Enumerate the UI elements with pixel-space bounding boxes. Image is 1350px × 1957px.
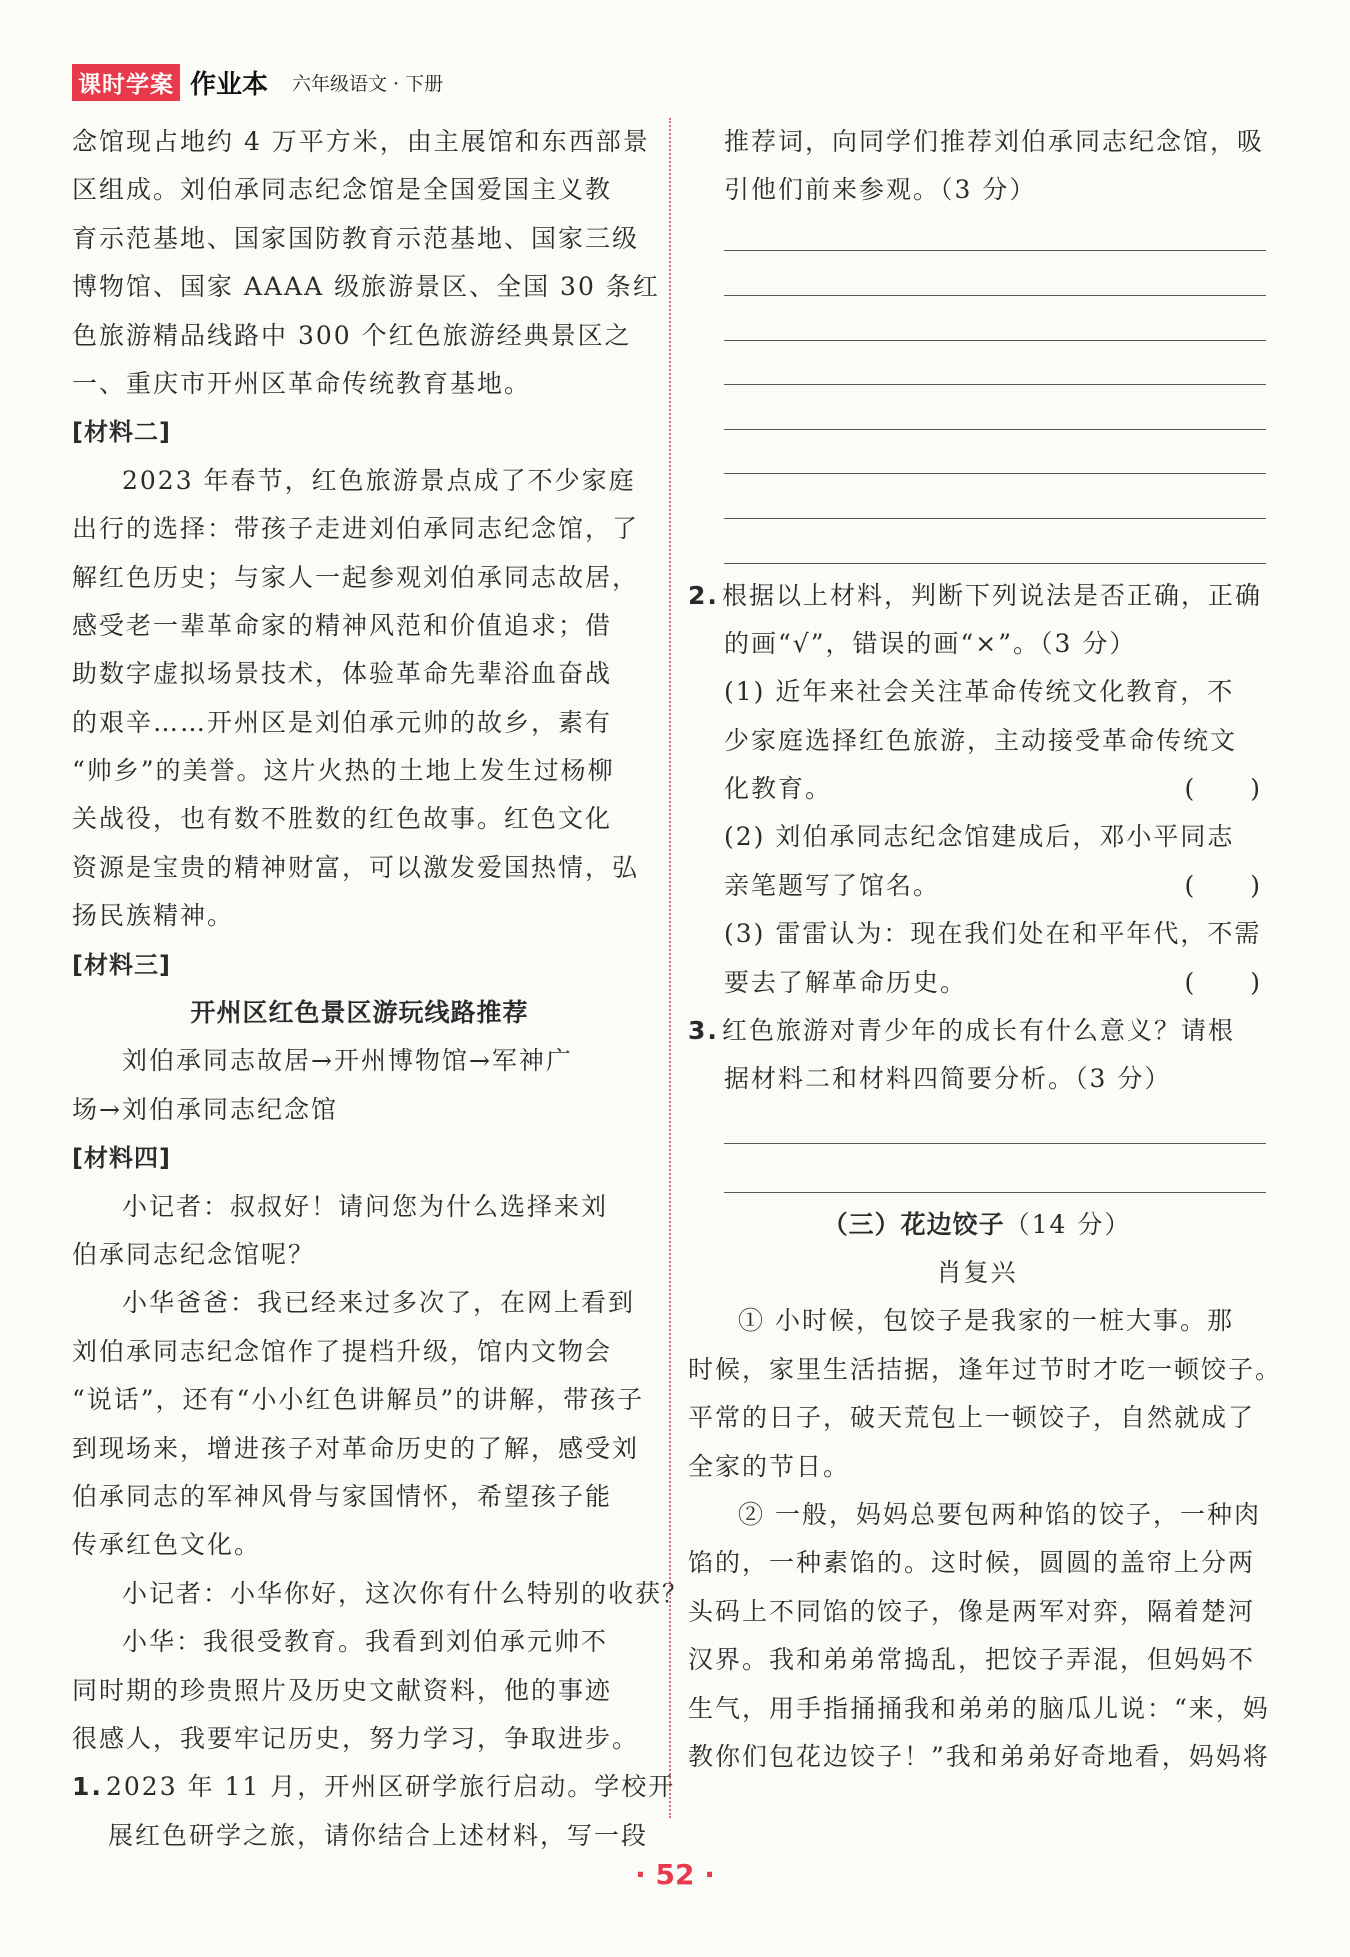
story-text — [688, 1297, 1283, 1781]
question-2-text-1: 根据以上材料，判断下列说法是否正确，正确 — [722, 580, 1263, 610]
question-1-text-1: 2023 年 11 月，开州区研学旅行启动。学校开 — [106, 1772, 676, 1802]
right-column — [688, 118, 1283, 1781]
judgement-item-line — [688, 765, 1266, 813]
question-1-number: 1. — [72, 1772, 103, 1802]
question-2-line-1 — [688, 572, 1266, 620]
brand-logo: 课时学案 — [72, 64, 180, 101]
question-1-answer-line[interactable] — [688, 259, 1266, 304]
material-line: “帅乡”的美誉。这片火热的土地上发生过杨柳 — [72, 756, 615, 786]
material-line: 到现场来，增进孩子对革命历史的了解，感受刘 — [72, 1433, 640, 1463]
judgement-item-text: 要去了解革命历史。 — [724, 967, 968, 997]
question-2-items — [688, 668, 1266, 1007]
question-1-line-2: 展红色研学之旅，请你结合上述材料，写一段 — [108, 1820, 649, 1850]
material-line: 刘伯承同志故居→开州博物馆→军神广 — [122, 1046, 573, 1076]
question-3-line-2: 据材料二和材料四简要分析。（3 分） — [724, 1064, 1172, 1094]
judgement-item-text: 少家庭选择红色旅游，主动接受革命传统文 — [724, 725, 1238, 755]
question-2-line-2: 的画“√”，错误的画“×”。（3 分） — [724, 628, 1137, 658]
question-1-answer-line[interactable] — [688, 393, 1266, 438]
material-line: 的艰辛……开州区是刘伯承元帅的故乡，素有 — [72, 707, 613, 737]
material-line: 感受老一辈革命家的精神风范和价值追求；借 — [72, 610, 613, 640]
question-3-line-1 — [688, 1007, 1266, 1055]
judgement-item-line — [688, 668, 1266, 716]
material-line: 资源是宝贵的精神财富，可以激发爱国热情，弘 — [72, 852, 640, 882]
material-line: “说话”，还有“小小红色讲解员”的讲解，带孩子 — [72, 1385, 645, 1415]
answer-paren-box[interactable]: ( ) — [1184, 870, 1262, 900]
header-subtitle: 六年级语文 · 下册 — [292, 73, 444, 95]
material-line: [材料三] — [72, 950, 171, 979]
judgement-item-text: (1) 近年来社会关注革命传统文化教育，不 — [724, 677, 1235, 707]
material-line: [材料二] — [72, 418, 171, 447]
section-3-title: （三）花边饺子 — [822, 1209, 1005, 1239]
material-line: 扬民族精神。 — [72, 901, 235, 931]
story-line: 全家的节日。 — [688, 1451, 851, 1481]
material-line: 育示范基地、国家国防教育示范基地、国家三级 — [72, 223, 640, 253]
judgement-item-text: 亲笔题写了馆名。 — [724, 870, 941, 900]
material-line: 小记者：小华你好，这次你有什么特别的收获？ — [122, 1578, 690, 1608]
material-line: 小华爸爸：我已经来过多次了，在网上看到 — [122, 1288, 636, 1318]
story-line: ① 小时候，包饺子是我家的一桩大事。那 — [738, 1306, 1234, 1336]
material-line: 伯承同志纪念馆呢？ — [72, 1239, 316, 1269]
material-line: 传承红色文化。 — [72, 1530, 262, 1560]
column-divider — [669, 118, 671, 1818]
question-1-line-3: 推荐词，向同学们推荐刘伯承同志纪念馆，吸 — [724, 127, 1265, 156]
judgement-item-text: (3) 雷雷认为：现在我们处在和平年代，不需 — [724, 919, 1262, 949]
question-1-answer-line[interactable] — [688, 304, 1266, 349]
judgement-item-line — [688, 717, 1266, 765]
question-1-answer-line[interactable] — [688, 215, 1266, 260]
material-line: 区组成。刘伯承同志纪念馆是全国爱国主义教 — [72, 175, 613, 205]
judgement-item-text: (2) 刘伯承同志纪念馆建成后，邓小平同志 — [724, 822, 1235, 852]
brand-name: 作业本 — [190, 70, 269, 100]
question-3-answer-line-2[interactable] — [688, 1152, 1266, 1200]
question-2-number: 2. — [688, 580, 719, 610]
material-line: 场→刘伯承同志纪念馆 — [72, 1094, 338, 1124]
question-3-number: 3. — [688, 1016, 719, 1046]
story-line: 教你们包花边饺子！”我和弟弟好奇地看，妈妈将 — [688, 1741, 1270, 1771]
page-header — [72, 64, 443, 101]
section-3-score: （14 分） — [1004, 1209, 1132, 1239]
question-1-answer-line[interactable] — [688, 482, 1266, 527]
material-line: 小记者：叔叔好！请问您为什么选择来刘 — [122, 1191, 609, 1221]
story-line: 平常的日子，破天荒包上一顿饺子，自然就成了 — [688, 1403, 1256, 1433]
question-1-line-1 — [72, 1763, 676, 1811]
judgement-item-line — [688, 910, 1266, 958]
material-line: 出行的选择：带孩子走进刘伯承同志纪念馆，了 — [72, 514, 640, 544]
material-line: 小华：我很受教育。我看到刘伯承元帅不 — [122, 1627, 609, 1657]
material-line: [材料四] — [72, 1144, 171, 1173]
story-line: 时候，家里生活拮据，逢年过节时才吃一顿饺子。 — [688, 1354, 1283, 1384]
page-number: · 52 · — [635, 1858, 715, 1891]
material-text — [72, 118, 690, 1763]
judgement-item-line — [688, 813, 1266, 861]
question-1-answer-line[interactable] — [688, 438, 1266, 483]
question-1-answer-line[interactable] — [688, 527, 1266, 572]
answer-paren-box[interactable]: ( ) — [1184, 774, 1262, 804]
question-3-text-1: 红色旅游对青少年的成长有什么意义？请根 — [722, 1016, 1236, 1046]
material-line: 同时期的珍贵照片及历史文献资料，他的事迹 — [72, 1675, 613, 1705]
question-3-answer-line-1[interactable] — [688, 1104, 1266, 1152]
material-line: 很感人，我要牢记历史，努力学习，争取进步。 — [72, 1723, 640, 1753]
question-1-answer-area[interactable] — [688, 215, 1266, 572]
answer-paren-box[interactable]: ( ) — [1184, 967, 1262, 997]
judgement-item-line — [688, 862, 1266, 910]
material-line: 助数字虚拟场景技术，体验革命先辈浴血奋战 — [72, 659, 613, 689]
material-line: 2023 年春节，红色旅游景点成了不少家庭 — [122, 465, 636, 495]
story-line: 馅的，一种素馅的。这时候，圆圆的盖帘上分两 — [688, 1548, 1256, 1578]
material-line: 念馆现占地约 4 万平方米，由主展馆和东西部景 — [72, 127, 650, 156]
material-line: 刘伯承同志纪念馆作了提档升级，馆内文物会 — [72, 1336, 613, 1366]
judgement-item-text: 化教育。 — [724, 774, 833, 804]
question-1-line-4: 引他们前来参观。（3 分） — [724, 175, 1037, 205]
story-line: 汉界。我和弟弟常捣乱，把饺子弄混，但妈妈不 — [688, 1645, 1256, 1675]
material-line: 伯承同志的军神风骨与家国情怀，希望孩子能 — [72, 1481, 613, 1511]
section-3-author: 肖复兴 — [936, 1258, 1018, 1287]
section-3-heading — [688, 1201, 1266, 1249]
question-1-answer-line[interactable] — [688, 349, 1266, 394]
material-line: 一、重庆市开州区革命传统教育基地。 — [72, 368, 532, 398]
story-line: 头码上不同馅的饺子，像是两军对弈，隔着楚河 — [688, 1596, 1256, 1626]
material-line: 关战役，也有数不胜数的红色故事。红色文化 — [72, 804, 613, 834]
material-line: 开州区红色景区游玩线路推荐 — [190, 998, 529, 1028]
story-line: ② 一般，妈妈总要包两种馅的饺子，一种肉 — [738, 1499, 1261, 1529]
judgement-item-line — [688, 959, 1266, 1007]
left-column — [72, 118, 690, 1860]
material-line: 解红色历史；与家人一起参观刘伯承同志故居， — [72, 562, 640, 592]
material-line: 博物馆、国家 AAAA 级旅游景区、全国 30 条红 — [72, 272, 660, 302]
material-line: 色旅游精品线路中 300 个红色旅游经典景区之 — [72, 320, 632, 350]
story-line: 生气，用手指捅捅我和弟弟的脑瓜儿说：“来，妈 — [688, 1693, 1270, 1723]
